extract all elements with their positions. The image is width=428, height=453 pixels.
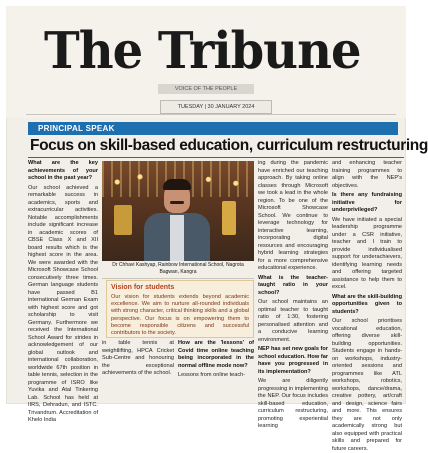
right-column (332, 160, 402, 452)
section-label: PRINCIPAL SPEAK (28, 122, 398, 135)
person-shirt (170, 215, 184, 261)
right-text-1: and enhancing teacher training programmes to align with the NEP's objectives. (332, 160, 402, 189)
left-answer: Our school achieved a remarkable success in academics, sports and extracurricular activities. Notable accomplishments include significant increase in academic scores of CBSE Class X and XII board results which is the highest score in the area. We were awarded with the Microsoft Showcase School consecutively three times. German language students have passed B1 international German Exam with highest score and got scholarship to visit Germany. Furthermore we received the International School Award for strides in acknowledgement of our global outlook and international collaboration, worldwide 67th position in table tennis, selection in the programme of ISRO like Yuvika and Atal Tinkering Lab. School has held at IIRS, Dehradun, and ISTC. Trivandrum. Accreditation of Khelo India (28, 184, 98, 423)
vision-box (106, 280, 254, 338)
center-column (258, 160, 328, 429)
newspaper-page (6, 6, 428, 452)
fundraising-answer: We have initiated a special leadership programme under a CSR initiative, teacher and I train to provide individualised support for underachievers, identifying learning needs and offering targeted assistance to help them to excel. (332, 216, 402, 290)
masthead-divider (26, 114, 396, 115)
left-question: What are the key achievements of your school in the past year? (28, 160, 98, 181)
fundraising-question: Is there any fundraising initiative for underprivileged? (332, 192, 402, 213)
headline-rule (28, 157, 404, 158)
ratio-answer: Our school maintains an optimal teacher to taught ratio of 1:30, fostering personalised attention and a conducive learning environment. (258, 299, 328, 343)
middle-bottom-column (102, 340, 174, 404)
vision-title: Vision for students (111, 284, 175, 291)
trophy-icon (114, 205, 132, 235)
principal-photo (102, 161, 254, 261)
masthead (6, 6, 406, 118)
center-text-1: ing during the pandemic have enriched our teaching approach. By taking online classes through Microsoft we took a lead in the whole region. To be one of the Microsoft Showcase School. We continue to leverage technology for interactive learning, incorporating digital resources and encouraging hybrid learning strategies for a more comprehensive educational experience. (258, 160, 328, 271)
person-mustache (170, 201, 184, 204)
left-column (28, 160, 98, 423)
article-headline: Focus on skill-based education, curriculum restructuring (30, 137, 428, 154)
nep-question: NEP has set new goals for school education. How far have you progressed in its implementation? (258, 346, 328, 375)
photo-caption: Dr Chhavi Kashyap, Rainbow International School, Nagrota Bagwan, Kangra (102, 262, 254, 279)
newspaper-title: The Tribune (44, 21, 361, 81)
trophy-icon (222, 201, 236, 235)
newspaper-tagline: VOICE OF THE PEOPLE (158, 84, 254, 94)
covid-question: How are the 'lessons' of Covid time online teaching being incorporated in the normal offline mode now? (178, 340, 254, 369)
middle-bottom-text: in table tennis at weightlifting, HPCA Cricket Sub-Centre and honouring the exceptional achievements of the school. (102, 340, 174, 376)
person-hair (163, 179, 191, 190)
issue-date: TUESDAY | 30 JANUARY 2024 (160, 100, 272, 114)
skill-answer: Our school prioritises vocational education, offering diverse skill-building opportunities. Students engage in hands-on workshops, industry-oriented sessions and programmes like ATL workshops, robotics, workshops, dance/drama, creative pottery, art/craft and design, science fairs and more. This ensures they are not only academically strong but also equipped with practical skills and prepared for future careers. (332, 318, 402, 452)
ratio-question: What is the teacher-taught ratio in your school? (258, 274, 328, 296)
middle-right-bottom-column (178, 340, 254, 404)
vision-text: Our vision for students extends beyond academic excellence. We aim to nurture all-rounded individuals with strong character, critical thinking skills and a global perspective. Our focus is on empowering them to become responsible citizens and successful contributors to the society. (111, 294, 249, 337)
covid-answer: Lessons from online teach- (178, 372, 246, 378)
nep-answer: We are diligently progressing in implementing the NEP. Our focus includes skill-based education, curriculum restructuring, promoting experiential learning (258, 378, 328, 429)
skill-question: What are the skill-building opportunities given to students? (332, 293, 402, 315)
